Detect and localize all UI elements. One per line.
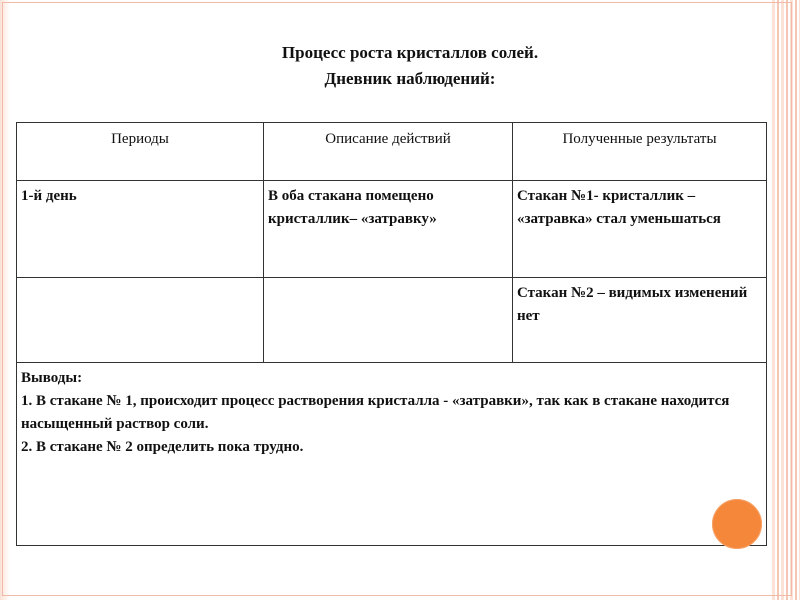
cell-action — [264, 278, 513, 363]
title-line-1: Процесс роста кристаллов солей. — [281, 43, 539, 62]
header-periods: Периоды — [17, 123, 264, 181]
header-results: Полученные результаты — [513, 123, 767, 181]
title-line-2: Дневник наблюдений: — [324, 69, 496, 88]
header-actions: Описание действий — [264, 123, 513, 181]
cell-period: 1-й день — [17, 181, 264, 278]
table-header-row — [17, 123, 767, 181]
page-title — [180, 40, 640, 92]
observation-table — [16, 122, 767, 546]
cell-period — [17, 278, 264, 363]
cell-action: В оба стакана помещено кристаллик– «затравку» — [264, 181, 513, 278]
decorative-orange-circle — [712, 499, 762, 549]
cell-result: Стакан №1- кристаллик – «затравка» стал уменьшаться — [513, 181, 767, 278]
conclusions-cell — [17, 363, 767, 546]
conclusions-heading: Выводы: — [21, 370, 83, 386]
cell-result: Стакан №2 – видимых изменений нет — [513, 278, 767, 363]
conclusion-item-2: 2. В стакане № 2 определить пока трудно. — [21, 439, 304, 455]
conclusion-item-1: 1. В стакане № 1, происходит процесс растворения кристалла - «затравки», так как в стакане находится насыщенный раствор соли. — [21, 393, 730, 432]
conclusions-row — [17, 363, 767, 546]
table-row — [17, 278, 767, 363]
table-row — [17, 181, 767, 278]
